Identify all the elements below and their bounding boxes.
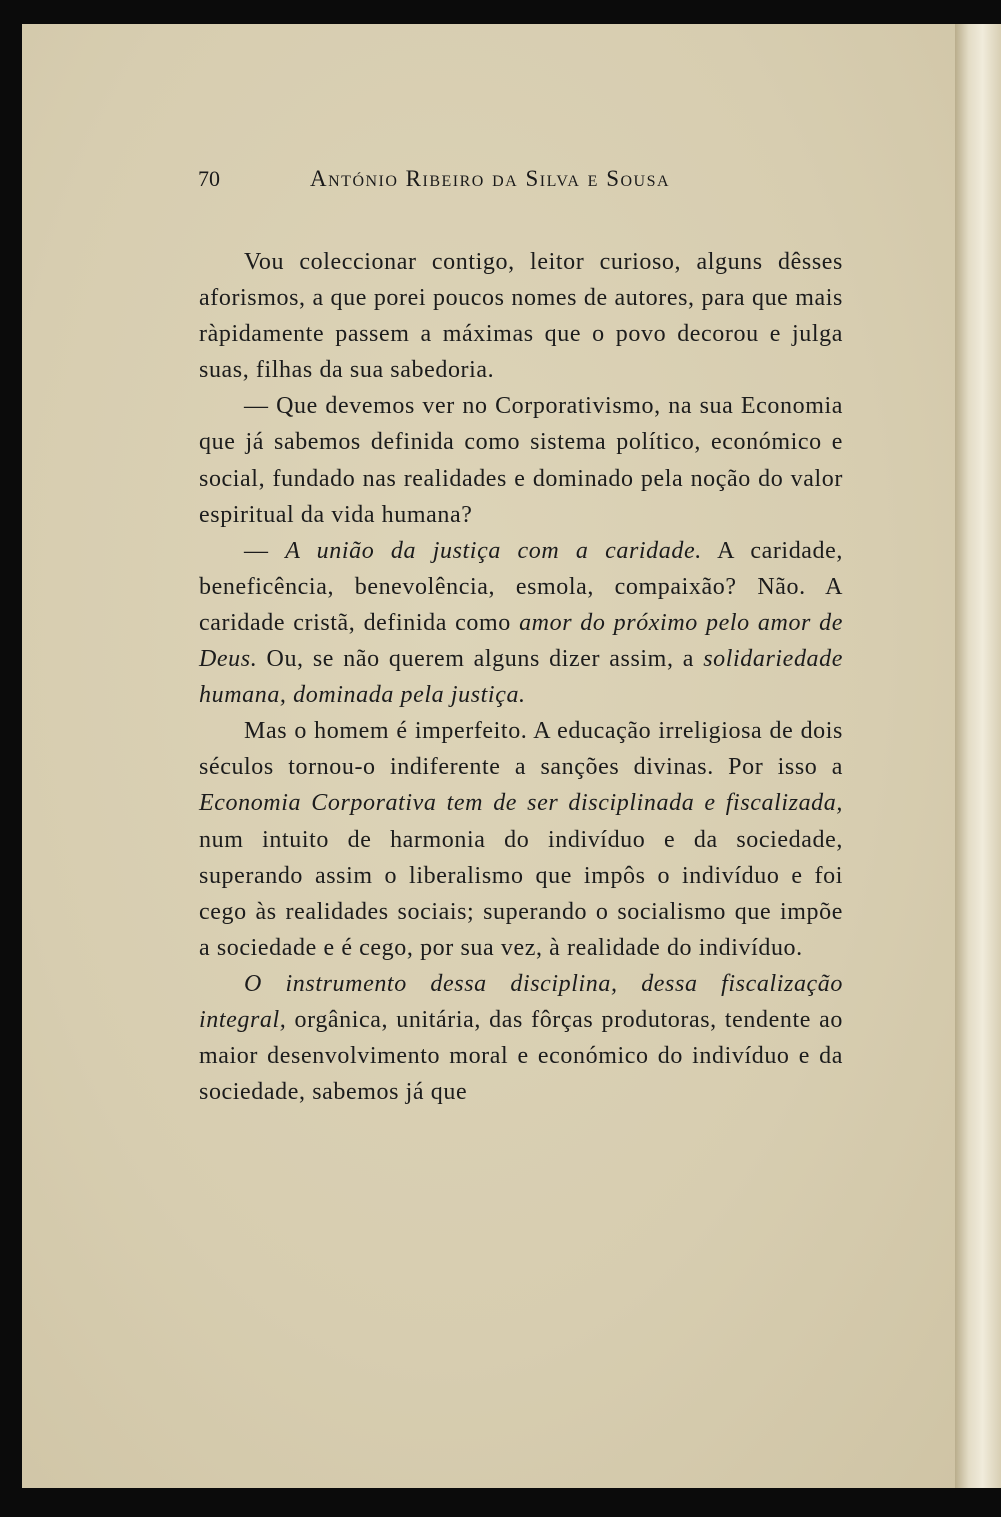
page-number: 70	[198, 166, 220, 191]
italic-phrase: amor do próximo pelo amor de Deus.	[199, 609, 844, 673]
paragraph-5	[199, 966, 843, 1110]
body-text	[199, 244, 843, 1110]
italic-phrase: solidariedade humana, dominada pela justiça.	[199, 646, 843, 709]
em-dash: —	[244, 537, 286, 564]
italic-phrase: O instrumento dessa disciplina, dessa fiscalização integral,	[199, 970, 843, 1033]
paragraph-2: — Que devemos ver no Corporativismo, na sua Economia que já sabemos definida como sistema político, económico e social, fundado nas realidades e dominado pela noção do valor espiritual da vida humana?	[199, 393, 843, 528]
italic-phrase: A união da justiça com a caridade.	[285, 537, 702, 564]
text-run: num intuito de harmonia do indivíduo e da sociedade, superando assim o liberalismo que impôs o indivíduo e foi cego às realidades sociais; superando o socialismo que impõe a sociedade e é cego, por sua vez, à realidade do indivíduo.	[199, 826, 843, 961]
paragraph-1: Vou coleccionar contigo, leitor curioso, alguns dêsses aforismos, a que porei poucos nomes de autores, para que mais ràpidamente passem a máximas que o povo decorou e julga suas, filhas da sua sabedoria.	[199, 249, 843, 384]
text-run: orgânica, unitária, das fôrças produtoras, tendente ao maior desenvolvimento moral e económico do indivíduo e da sociedade, sabemos já que	[199, 1006, 843, 1106]
paragraph-4	[199, 713, 843, 966]
italic-phrase: Economia Corporativa tem de ser disciplinada e fiscalizada,	[199, 790, 843, 817]
text-run: A caridade, beneficência, benevolência, esmola, compaixão? Não. A caridade cristã, definida como	[199, 537, 844, 636]
running-title: António Ribeiro da Silva e Sousa	[310, 166, 671, 191]
page-edge	[955, 24, 1001, 1488]
text-run: Ou, se não querem alguns dizer assim, a	[257, 646, 704, 673]
text-run: Mas o homem é imperfeito. A educação irreligiosa de dois séculos tornou-o indiferente a sanções divinas. Por isso a	[199, 718, 843, 781]
paragraph-3	[199, 533, 843, 713]
